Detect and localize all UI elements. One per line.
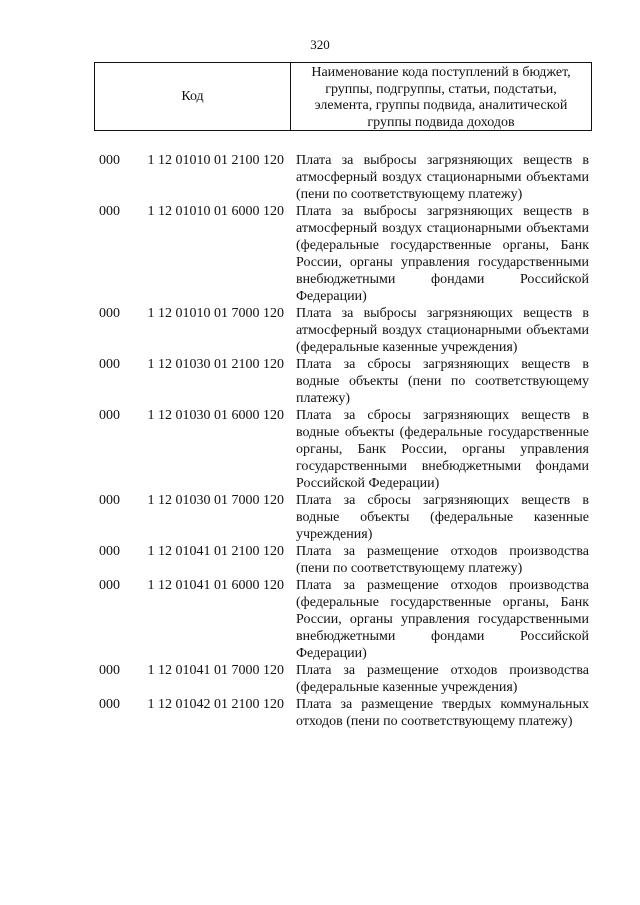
admin-code: 000: [99, 408, 120, 423]
table-row: [99, 577, 591, 662]
revenue-name: Плата за выбросы загрязняющих веществ в атмосферный воздух стационарными объектами (федеральные казенные учреждения): [296, 306, 589, 355]
admin-code: 000: [99, 663, 120, 678]
page-number: 320: [310, 37, 330, 52]
table-row: [99, 152, 591, 203]
table-header: [94, 62, 592, 131]
table-row: [99, 543, 591, 577]
revenue-code: 1 12 01041 01 2100 120: [147, 544, 284, 559]
table-row: [99, 305, 591, 356]
revenue-code: 1 12 01010 01 6000 120: [147, 204, 284, 219]
revenue-name: Плата за размещение отходов производства (пени по соответствующему платежу): [296, 544, 589, 576]
admin-code: 000: [99, 697, 120, 712]
revenue-name: Плата за сбросы загрязняющих веществ в водные объекты (федеральные государственные органы, Банк России, органы управления государственными внебюджетными фондами Российской Федерации): [296, 408, 589, 491]
revenue-code: 1 12 01010 01 2100 120: [147, 153, 284, 168]
admin-code: 000: [99, 204, 120, 219]
admin-code: 000: [99, 544, 120, 559]
table-row: [99, 203, 591, 305]
table-row: [99, 407, 591, 492]
revenue-code: 1 12 01010 01 7000 120: [147, 306, 284, 321]
revenue-name: Плата за выбросы загрязняющих веществ в атмосферный воздух стационарными объектами (федеральные государственные органы, Банк России, органы управления государственными внебюджетными фондами Российской Федерации): [296, 204, 589, 304]
header-name-column: Наименование кода поступлений в бюджет, группы, подгруппы, статьи, подстатьи, элемента, группы подвида, аналитической группы подвида доходов: [311, 65, 571, 130]
admin-code: 000: [99, 306, 120, 321]
revenue-name: Плата за размещение твердых коммунальных отходов (пени по соответствующему платежу): [296, 697, 589, 729]
table-row: [99, 662, 591, 696]
revenue-code-list: [99, 152, 591, 730]
revenue-code: 1 12 01030 01 7000 120: [147, 493, 284, 508]
admin-code: 000: [99, 357, 120, 372]
table-row: [99, 696, 591, 730]
admin-code: 000: [99, 578, 120, 593]
table-row: [99, 492, 591, 543]
revenue-code: 1 12 01042 01 2100 120: [147, 697, 284, 712]
revenue-name: Плата за выбросы загрязняющих веществ в атмосферный воздух стационарными объектами (пени по соответствующему платежу): [296, 153, 589, 202]
revenue-code: 1 12 01041 01 7000 120: [147, 663, 284, 678]
revenue-code: 1 12 01030 01 6000 120: [147, 408, 284, 423]
revenue-name: Плата за размещение отходов производства (федеральные государственные органы, Банк России, органы управления государственными внебюджетными фондами Российской Федерации): [296, 578, 589, 661]
revenue-name: Плата за сбросы загрязняющих веществ в водные объекты (пени по соответствующему платежу): [296, 357, 589, 406]
admin-code: 000: [99, 493, 120, 508]
table-row: [99, 356, 591, 407]
header-code-column: Код: [95, 63, 291, 130]
revenue-name: Плата за сбросы загрязняющих веществ в водные объекты (федеральные казенные учреждения): [296, 493, 589, 542]
admin-code: 000: [99, 153, 120, 168]
revenue-code: 1 12 01030 01 2100 120: [147, 357, 284, 372]
revenue-name: Плата за размещение отходов производства (федеральные казенные учреждения): [296, 663, 589, 695]
revenue-code: 1 12 01041 01 6000 120: [147, 578, 284, 593]
